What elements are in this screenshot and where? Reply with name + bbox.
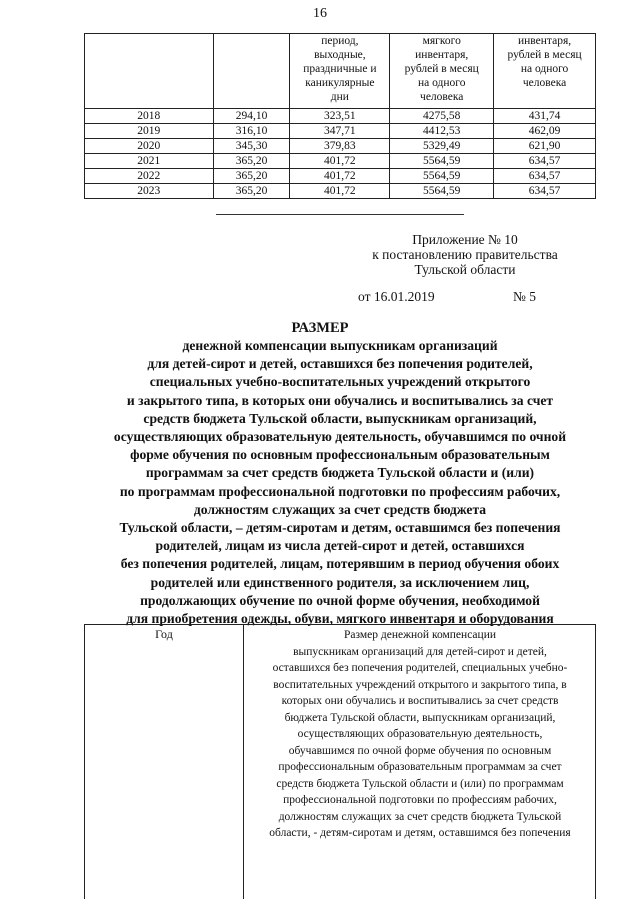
heading-line: денежной компенсации выпускникам организаций [182, 338, 498, 353]
year-column-header: Год [155, 627, 173, 641]
heading-line: Тульской области, – детям-сиротам и детям, оставшимся без попечения [119, 520, 561, 536]
header-cell: период, выходные, праздничные и каникулярные дни [290, 34, 390, 109]
table-header-row [85, 34, 596, 109]
table-cell: 634,57 [494, 184, 596, 199]
heading-line: по программам профессиональной подготовки по профессиям рабочих, [119, 483, 561, 499]
table-cell: 4275,58 [390, 109, 494, 124]
table-row [85, 154, 596, 169]
table-cell: 2020 [85, 139, 214, 154]
header-line: осуществляющих образовательную деятельность, [297, 728, 543, 740]
table-cell: 2022 [85, 169, 214, 184]
table-cell: 5564,59 [390, 169, 494, 184]
heading-line: для приобретения одежды, обуви, мягкого инвентаря и оборудования [126, 611, 554, 627]
document-heading [70, 337, 610, 628]
table-cell: 345,30 [213, 139, 290, 154]
amount-column-header [247, 627, 593, 842]
table-cell: 4412,53 [390, 124, 494, 139]
table-cell: 347,71 [290, 124, 390, 139]
appendix-line: Тульской области [414, 262, 516, 277]
table-cell: 462,09 [494, 124, 596, 139]
header-cell [213, 34, 290, 109]
resolution-number: № 5 [513, 289, 537, 304]
table-cell: 2021 [85, 154, 214, 169]
table-cell: 5329,49 [390, 139, 494, 154]
heading-line: программам за счет средств бюджета Тульской области и (или) [145, 465, 535, 481]
header-line: профессиональной подготовки по профессиям рабочих, [283, 794, 557, 806]
header-cell [85, 34, 214, 109]
table-cell: 401,72 [290, 184, 390, 199]
header-line: средств бюджета Тульской области и (или) по программам [276, 777, 564, 790]
header-line: бюджета Тульской области, выпускникам организаций, [284, 711, 556, 724]
table-row [85, 124, 596, 139]
header-cell: мягкого инвентаря, рублей в месяц на одного человека [390, 34, 494, 109]
appendix-line: к постановлению правительства [372, 247, 558, 262]
header-line: выпускникам организаций для детей-сирот и детей, [293, 645, 547, 658]
header-line: которых они обучались и воспитывались за счет средств [281, 695, 559, 707]
table-cell: 621,90 [494, 139, 596, 154]
table-row [85, 139, 596, 154]
table-cell: 294,10 [213, 109, 290, 124]
table-cell: 316,10 [213, 124, 290, 139]
heading-line: должностям служащих за счет средств бюджета [193, 501, 487, 517]
table-cell: 379,83 [290, 139, 390, 154]
table-cell: 431,74 [494, 109, 596, 124]
table-row [85, 109, 596, 124]
section-divider [216, 214, 464, 215]
column-divider [243, 625, 244, 899]
compensation-size-table [84, 624, 596, 899]
table-row [85, 184, 596, 199]
table-cell: 401,72 [290, 169, 390, 184]
table-cell: 5564,59 [390, 154, 494, 169]
heading-line: и закрытого типа, в которых они обучались и воспитывались за счет [126, 392, 554, 408]
table-cell: 2018 [85, 109, 214, 124]
compensation-rates-table [84, 33, 596, 199]
table-cell: 365,20 [213, 184, 290, 199]
table-cell: 401,72 [290, 154, 390, 169]
table-cell: 2023 [85, 184, 214, 199]
table-row [85, 169, 596, 184]
heading-line: родителей или единственного родителя, за исключением лиц, [150, 574, 530, 590]
heading-line: для детей-сирот и детей, оставшихся без попечения родителей, [147, 356, 533, 372]
table-cell: 365,20 [213, 154, 290, 169]
heading-line: продолжающих обучение по очной форме обучения, необходимой [140, 592, 540, 608]
heading-line: без попечения родителей, лицам, потерявшим в период обучения обоих [120, 556, 560, 572]
header-line: профессиональным образовательным программам за счет [278, 761, 562, 773]
heading-line: форме обучения по основным профессиональным образовательным [130, 447, 550, 463]
header-line: обучавшимся по очной форме обучения по основным [288, 744, 552, 757]
page-number: 16 [313, 6, 327, 21]
table-cell: 5564,59 [390, 184, 494, 199]
heading-line: осуществляющих образовательную деятельность, обучавшимся по очной [113, 429, 567, 445]
header-line: Размер денежной компенсации [343, 629, 496, 641]
table-cell: 634,57 [494, 169, 596, 184]
table-cell: 323,51 [290, 109, 390, 124]
resolution-date: от 16.01.2019 [358, 289, 435, 304]
header-line: воспитательных учреждений открытого и закрытого типа, в [273, 678, 567, 691]
header-line: должностям служащих за счет средств бюджета Тульской [278, 810, 562, 823]
table-cell: 634,57 [494, 154, 596, 169]
header-cell: инвентаря, рублей в месяц на одного человека [494, 34, 596, 109]
header-line: оставшихся без попечения родителей, специальных учебно- [272, 662, 568, 674]
table-cell: 365,20 [213, 169, 290, 184]
appendix-line: Приложение № 10 [412, 232, 518, 247]
heading-line: родителей, лицам из числа детей-сирот и детей, оставшихся [155, 538, 525, 554]
table-cell: 2019 [85, 124, 214, 139]
document-title: РАЗМЕР [291, 320, 349, 336]
heading-line: специальных учебно-воспитательных учреждений открытого [149, 374, 531, 390]
heading-line: средств бюджета Тульской области, выпускникам организаций, [143, 410, 537, 426]
appendix-block [340, 232, 590, 277]
header-line: области, - детям-сиротам и детям, оставшимся без попечения [269, 827, 571, 839]
